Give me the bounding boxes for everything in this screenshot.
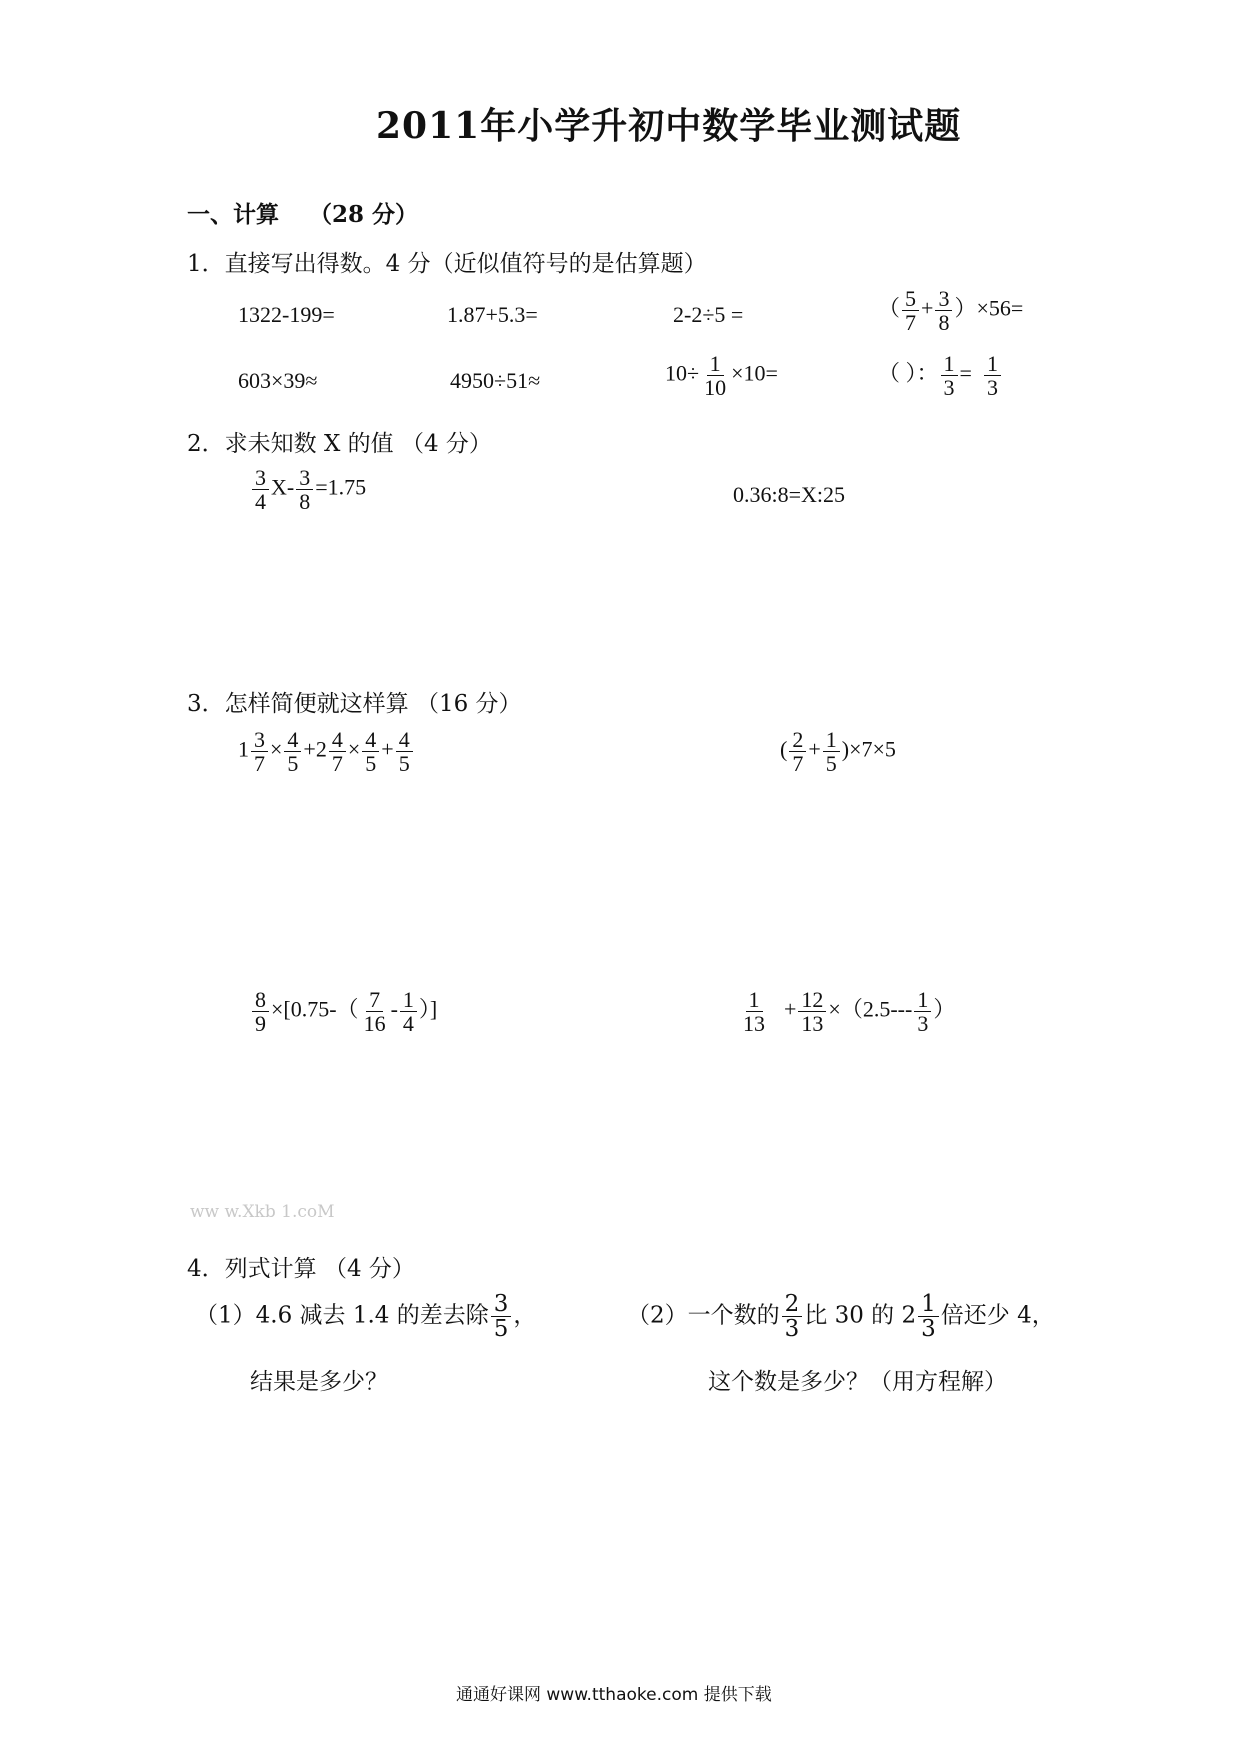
q1-item: 4950÷51≈ <box>450 368 541 393</box>
question-3-label: 3．怎样简便就这样算 （16 分） <box>187 691 522 717</box>
section-label: 一、计算 <box>187 201 279 228</box>
watermark: ww w.Xkb 1.coM <box>190 1202 335 1222</box>
question-4-label: 4．列式计算 （4 分） <box>187 1256 415 1282</box>
q1-fraction-expression: （ $\frac{5}{7}$ + $\frac{3}{8}$ ）×56= <box>878 286 1024 336</box>
q3-expression: $\frac{8}{9}$ ×[0.75-（ $\frac{7}{16}$ - $\frac{1}{4}$ ）] <box>250 988 437 1035</box>
q4-part-1: （1）4.6 减去 1.4 的差去除 $\frac{3}{5}$ ， <box>195 1291 537 1343</box>
q4-part-2-line2: 这个数是多少？（用方程解） <box>708 1369 1007 1395</box>
q4-part-2: （2）一个数的 $\frac{2}{3}$ 比 30 的 2 $\frac{1}{3}$ 倍还少 4， <box>627 1291 1055 1343</box>
question-2-label: 2．求未知数 X 的值 （4 分） <box>187 431 492 457</box>
page-footer: 通通好课网 www.tthaoke.com 提供下载 <box>456 1685 772 1705</box>
q4-part-1-line2: 结果是多少？ <box>250 1369 388 1395</box>
q1-fraction-expression: 10÷ $\frac{1}{10}$ ×10= <box>665 351 778 401</box>
q3-expression: 1 $\frac{3}{7}$ × $\frac{4}{5}$ +2 $\frac{4}{7}$ × $\frac{4}{5}$ + $\frac{4}{5}$ <box>238 728 415 775</box>
q3-expression: $\frac{1}{13}$ + $\frac{12}{13}$ ×（2.5--- $\frac{1}{3}$ ） <box>743 987 956 1037</box>
q1-item: 2-2÷5 = <box>673 302 744 327</box>
q1-item: 603×39≈ <box>238 368 318 393</box>
section-heading <box>187 196 418 229</box>
q1-item: 1322-199= <box>238 302 335 327</box>
q2-equation: $\frac{3}{4}$ X- $\frac{3}{8}$ =1.75 <box>250 466 366 513</box>
question-1-label: 1．直接写出得数。4 分（近似值符号的是估算题） <box>187 251 707 277</box>
q1-ratio-blank: （ ）： $\frac{1}{3}$ = $\frac{1}{3}$ <box>878 352 1003 399</box>
section-score: （28 分） <box>309 201 419 228</box>
q1-item: 1.87+5.3= <box>447 302 538 327</box>
page-title: 2011年小学升初中数学毕业测试题 <box>376 105 962 147</box>
q2-equation: 0.36:8=X:25 <box>733 482 846 507</box>
q3-expression: ( $\frac{2}{7}$ + $\frac{1}{5}$ )×7×5 <box>780 727 896 777</box>
